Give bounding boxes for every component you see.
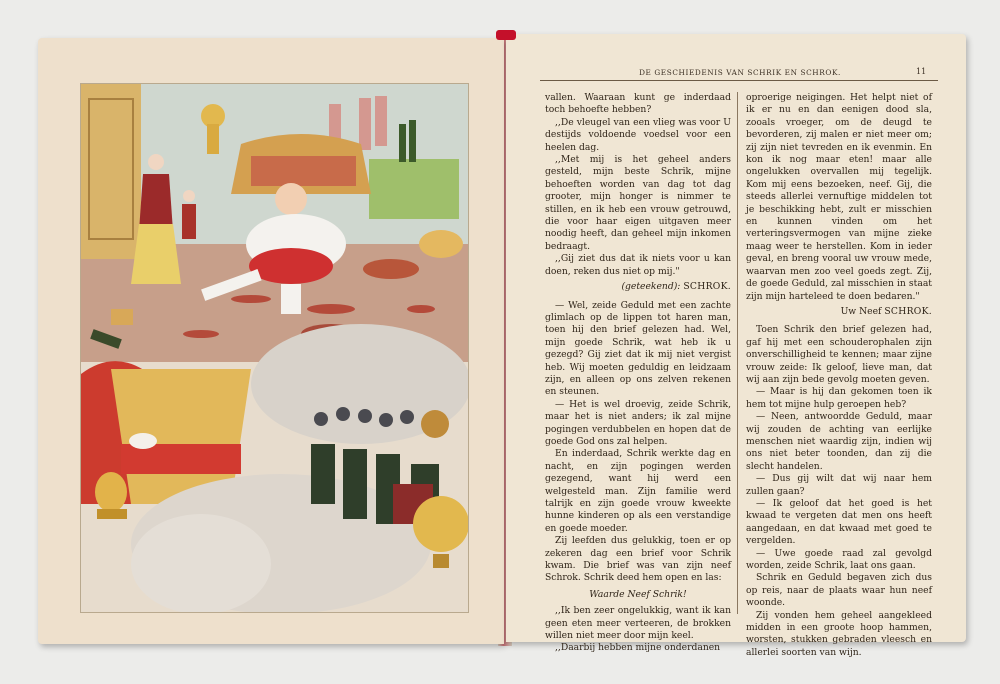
text-column-right	[746, 92, 932, 659]
paragraph: Zij leefden dus gelukkig, toen er op zekeren dag een brief voor Schrik kwam. Die brief was van zijn neef Schrok. Schrik deed hem open en las:	[545, 535, 731, 584]
text-column-left	[545, 92, 731, 655]
paragraph: vallen. Waaraan kunt ge inderdaad toch behoefte hebben?	[545, 92, 731, 116]
signature-prefix: Uw Neef	[840, 305, 882, 317]
column-divider	[737, 92, 738, 614]
paragraph: — Neen, antwoordde Geduld, maar wij zouden de achting van eerlijke menschen niet waardig zijn, indien wij ons niet beter toonden, dan zij die slecht handelen.	[746, 411, 932, 472]
signature-name: SCHROK.	[884, 305, 932, 317]
paragraph: oproerige neigingen. Het helpt niet of ik er nu en dan eenigen dood sla, zooals vroeger, om de deugd te bevorderen, zij malen er niet meer om; zij zijn niet tevreden en ik evenmin. En kon ik nog maar eten! maar alle ongelukken overvallen mij tegelijk. Kom mij eens bezoeken, neef. Gij, die steeds allerlei vernuftige middelen tot je beschikking hebt, zult er misschien en kunnen vinden om het verteringsvermogen van mijne zieke maag weer te herstellen. Kom in ieder geval, en breng vooral uw vrouw mede, waarvan men zoo veel goeds zegt. Zij, de goede Geduld, zal misschien in staat zijn mijn harteleed te doen bedaren."	[746, 92, 932, 302]
header-rule	[540, 80, 938, 81]
signature-prefix: (geteekend):	[621, 281, 681, 293]
page-number: 11	[916, 67, 927, 76]
paragraph: Toen Schrik den brief gelezen had, gaf hij met een schouderophalen zijn onverschilligheid te kennen; maar zijne vrouw zeide: Ik geloof, lieve man, dat wij aan zijn bede gevolg moeten geven.	[746, 324, 932, 385]
paragraph: ,,De vleugel van een vlieg was voor U destijds voldoende voedsel voor een heelen dag.	[545, 116, 731, 153]
signature-line	[545, 281, 731, 293]
paragraph: ,,Gij ziet dus dat ik niets voor u kan doen, reken dus niet op mij."	[545, 253, 731, 277]
paragraph: Zij vonden hem geheel aangekleed midden in een groote hoop hammen, worsten, stukken gebraden vleesch en allerlei soorten van wijn.	[746, 609, 932, 658]
paragraph: ,,Daarbij hebben mijne onderdanen	[555, 642, 721, 654]
running-head: DE GESCHIEDENIS VAN SCHRIK EN SCHROK.	[639, 68, 841, 77]
paragraph: — Maar is hij dan gekomen toen ik hem tot mijne hulp geroepen heb?	[746, 386, 932, 410]
spine-ribbon	[496, 30, 516, 40]
paragraph: — Het is wel droevig, zeide Schrik, maar het is niet anders; ik zal mijne pogingen verdubbelen en hopen dat de goede God ons zal helpen.	[545, 398, 731, 447]
color-illustration	[80, 83, 469, 613]
paragraph: — Ik geloof dat het goed is het kwaad te vergeten dat men ons heeft aangedaan, en dat kwaad met goed te vergelden.	[746, 498, 932, 547]
signature-name: SCHROK.	[683, 281, 731, 293]
letter-salutation: Waarde Neef Schrik!	[589, 588, 687, 600]
paragraph: ,,Ik ben zeer ongelukkig, want ik kan geen eten meer verteeren, de brokken willen niet meer door mijn keel.	[545, 605, 731, 642]
paragraph: ,,Met mij is het geheel anders gesteld, mijn beste Schrik, mijne behoeften worden van dag tot dag grooter, mijn honger is nimmer te stillen, en ik heb een vrouw getrouwd, die voor haar eigen uitgaven meer noodig heeft, dan geheel mijn inkomen bedraagt.	[545, 154, 731, 252]
paragraph: — Uwe goede raad zal gevolgd worden, zeide Schrik, laat ons gaan.	[746, 547, 932, 572]
paragraph: En inderdaad, Schrik werkte dag en nacht, en zijn pogingen werden gezegend, want hij werd een welgesteld man. Zijn familie werd talrijk en zijn goede vrouw kweekte hunne kinderen op als een verstandige en goede moeder.	[545, 448, 731, 534]
paragraph: Schrik en Geduld begaven zich dus op reis, naar de plaats waar hun neef woonde.	[746, 572, 932, 609]
paragraph: — Wel, zeide Geduld met een zachte glimlach op de lippen tot haren man, toen hij den brief gelezen had. Wel, mijn goede Schrik, wat heb ik u gezegd? Gij ziet dat ik mij niet vergist heb. Wij moeten geduldig en leidzaam zijn, en alleen op ons zelven rekenen en steunen.	[545, 299, 731, 398]
illustration-image	[81, 84, 468, 612]
paragraph: — Dus gij wilt dat wij naar hem zullen gaan?	[746, 473, 932, 497]
signature-line	[746, 306, 932, 318]
